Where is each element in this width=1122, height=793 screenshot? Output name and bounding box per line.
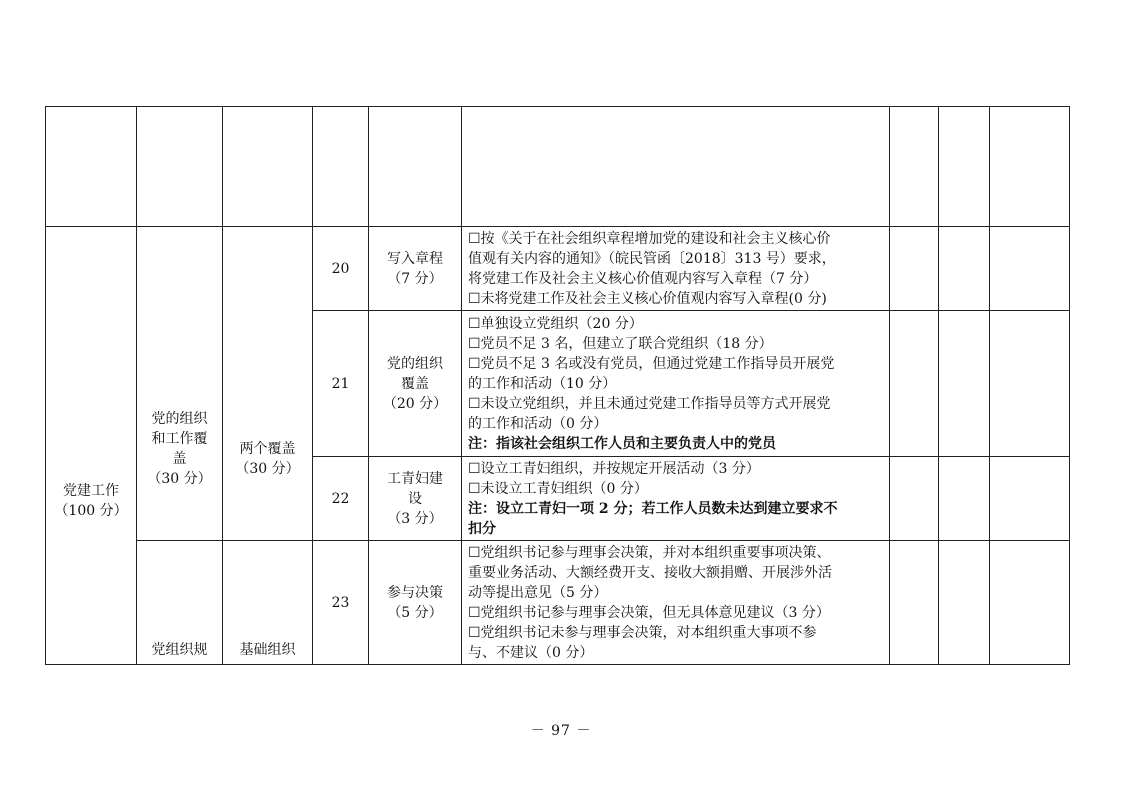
criteria-note: 注：设立工青妇一项 2 分；若工作人员数未达到建立要求不	[468, 500, 838, 517]
criteria-line: 的工作和活动（0 分）	[468, 415, 608, 432]
item-name-cell	[369, 541, 462, 665]
sub-category-line: 盖	[172, 450, 187, 467]
criteria-line: ☐党员不足 3 名，但建立了联合党组织（18 分）	[468, 335, 773, 352]
item-name-cell	[369, 227, 462, 311]
table-cell	[939, 107, 990, 227]
table-cell	[223, 107, 313, 227]
table-cell	[890, 107, 939, 227]
item-name-line: （5 分）	[387, 604, 443, 621]
item-name-line: （3 分）	[387, 510, 443, 527]
table-cell	[462, 107, 890, 227]
criteria-line: ☐按《关于在社会组织章程增加党的建设和社会主义核心价	[468, 230, 831, 247]
sub-item-cell: 基础组织	[223, 541, 313, 665]
criteria-line: 动等提出意见（5 分）	[468, 584, 608, 601]
criteria-cell	[462, 457, 890, 541]
row-number: 23	[313, 541, 369, 665]
category-line: （100 分）	[54, 502, 128, 519]
category-line: 党建工作	[63, 482, 119, 499]
criteria-line: ☐党组织书记参与理事会决策，但无具体意见建议（3 分）	[468, 604, 830, 621]
row-number: 21	[313, 311, 369, 457]
criteria-line: 值观有关内容的通知》（皖民管函〔2018〕313 号）要求，	[468, 250, 836, 267]
criteria-line: ☐党组织书记参与理事会决策，并对本组织重要事项决策、	[468, 544, 831, 561]
table-row-continued	[46, 107, 1070, 227]
criteria-line: ☐设立工青妇组织，并按规定开展活动（3 分）	[468, 460, 760, 477]
sub-item-line: 两个覆盖	[239, 440, 296, 457]
table-row	[46, 541, 1070, 665]
row-number: 22	[313, 457, 369, 541]
table-row	[46, 227, 1070, 311]
criteria-line: 与、不建议（0 分）	[468, 644, 594, 661]
page-number: － 97 －	[530, 723, 592, 739]
criteria-cell	[462, 541, 890, 665]
item-name-line: （20 分）	[382, 395, 448, 412]
item-name-line: 工青妇建	[387, 470, 443, 487]
score-cell	[939, 457, 990, 541]
table-cell	[313, 107, 369, 227]
sub-category-line: （30 分）	[147, 470, 212, 487]
sub-item-line: （30 分）	[235, 460, 300, 477]
score-cell	[890, 457, 939, 541]
category-cell	[46, 227, 137, 665]
score-cell	[939, 227, 990, 311]
score-cell	[890, 541, 939, 665]
sub-category-line: 和工作覆	[151, 430, 208, 447]
table-cell	[990, 107, 1070, 227]
sub-category-cell: 党组织规	[137, 541, 223, 665]
criteria-line: ☐党组织书记未参与理事会决策，对本组织重大事项不参	[468, 624, 817, 641]
criteria-line: 重要业务活动、大额经费开支、接收大额捐赠、开展涉外活	[468, 564, 832, 581]
criteria-note: 注：指该社会组织工作人员和主要负责人中的党员	[468, 435, 776, 452]
remark-cell	[990, 457, 1070, 541]
sub-category-line: 党的组织	[151, 410, 208, 427]
criteria-line: ☐未将党建工作及社会主义核心价值观内容写入章程(0 分)	[468, 290, 827, 307]
criteria-note: 扣分	[468, 520, 496, 537]
row-number: 20	[313, 227, 369, 311]
criteria-line: 的工作和活动（10 分）	[468, 375, 617, 392]
item-name-line: 设	[408, 490, 422, 507]
score-cell	[939, 311, 990, 457]
evaluation-table	[45, 106, 1070, 665]
score-cell	[939, 541, 990, 665]
item-name-line: 参与决策	[387, 584, 443, 601]
criteria-cell	[462, 311, 890, 457]
item-name-line: 写入章程	[387, 250, 443, 267]
item-name-cell	[369, 457, 462, 541]
item-name-line: （7 分）	[387, 270, 443, 287]
score-cell	[890, 311, 939, 457]
item-name-line: 覆盖	[401, 375, 429, 392]
criteria-cell	[462, 227, 890, 311]
criteria-line: ☐党员不足 3 名或没有党员，但通过党建工作指导员开展党	[468, 355, 835, 372]
criteria-line: ☐未设立工青妇组织（0 分）	[468, 480, 648, 497]
score-cell	[890, 227, 939, 311]
table-cell	[137, 107, 223, 227]
criteria-line: ☐单独设立党组织（20 分）	[468, 315, 643, 332]
remark-cell	[990, 227, 1070, 311]
item-name-line: 党的组织	[387, 355, 443, 372]
table-cell	[46, 107, 137, 227]
sub-item-cell	[223, 227, 313, 541]
criteria-line: 将党建工作及社会主义核心价值观内容写入章程（7 分）	[468, 270, 818, 287]
criteria-line: ☐未设立党组织，并且未通过党建工作指导员等方式开展党	[468, 395, 831, 412]
item-name-cell	[369, 311, 462, 457]
table-cell	[369, 107, 462, 227]
remark-cell	[990, 541, 1070, 665]
sub-category-cell	[137, 227, 223, 541]
remark-cell	[990, 311, 1070, 457]
